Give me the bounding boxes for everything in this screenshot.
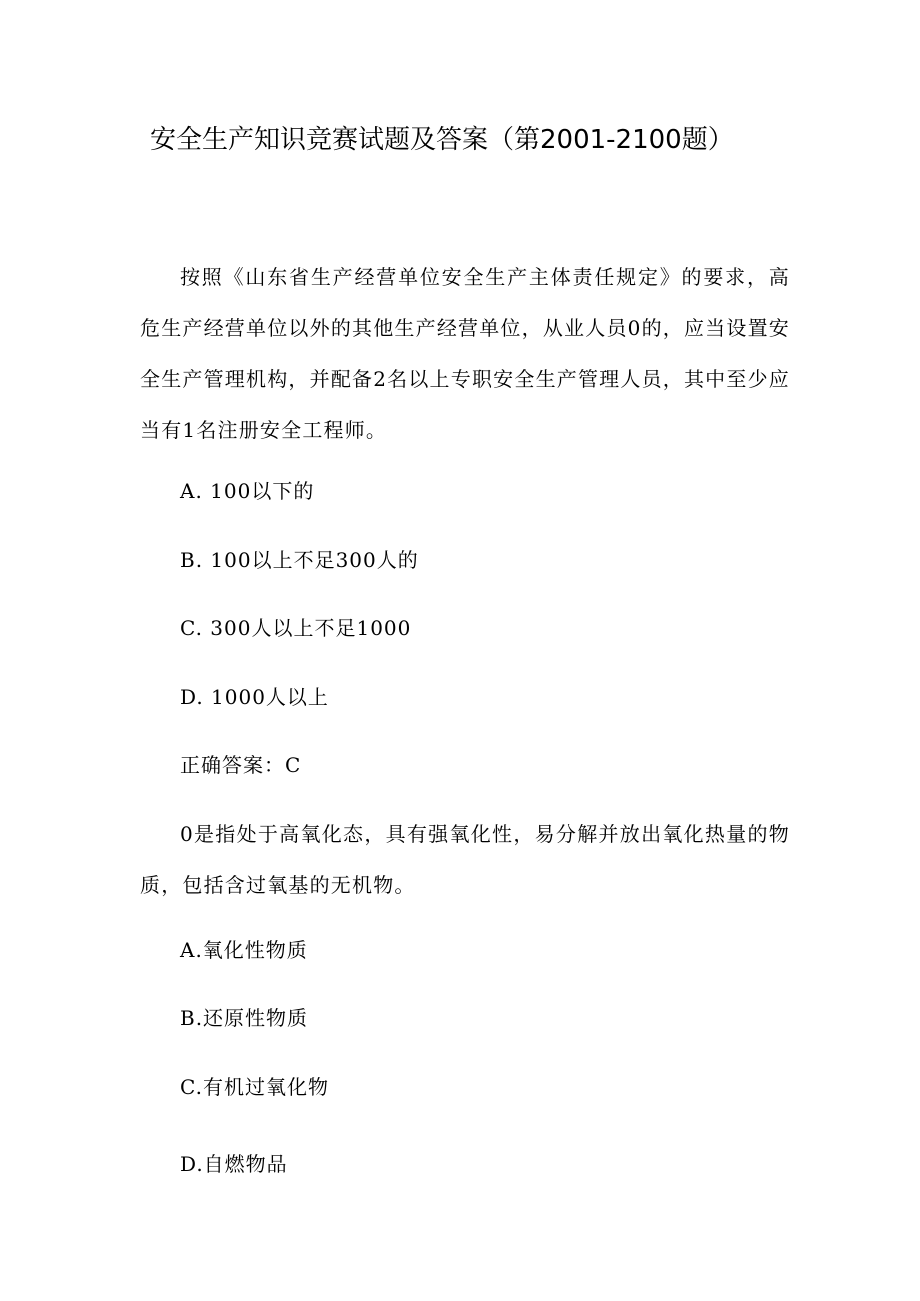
question-1-option-a: A. 100以下的	[180, 479, 315, 503]
question-2-option-c: C.有机过氧化物	[180, 1075, 329, 1099]
question-1-stem: 按照《山东省生产经营单位安全生产主体责任规定》的要求，高危生产经营单位以外的其他生产经营单位，从业人员0的，应当设置安全生产管理机构，并配备2名以上专职安全生产管理人员，其中至少应当有1名注册安全工程师。	[140, 265, 790, 442]
question-2-stem: 0是指处于高氧化态，具有强氧化性，易分解并放出氧化热量的物质，包括含过氧基的无机物。	[140, 822, 790, 897]
question-2-option-b: B.还原性物质	[180, 1006, 309, 1030]
question-2-option-a: A.氧化性物质	[180, 938, 308, 962]
question-1-option-d: D. 1000人以上	[180, 685, 329, 709]
page-title: 安全生产知识竞赛试题及答案（第2001-2100题）	[150, 125, 734, 155]
question-1-option-b: B. 100以上不足300人的	[180, 548, 419, 572]
question-1-option-c: C. 300人以上不足1000	[180, 616, 412, 640]
question-1-answer: 正确答案：C	[180, 753, 302, 777]
question-2-option-d: D.自燃物品	[180, 1152, 288, 1176]
